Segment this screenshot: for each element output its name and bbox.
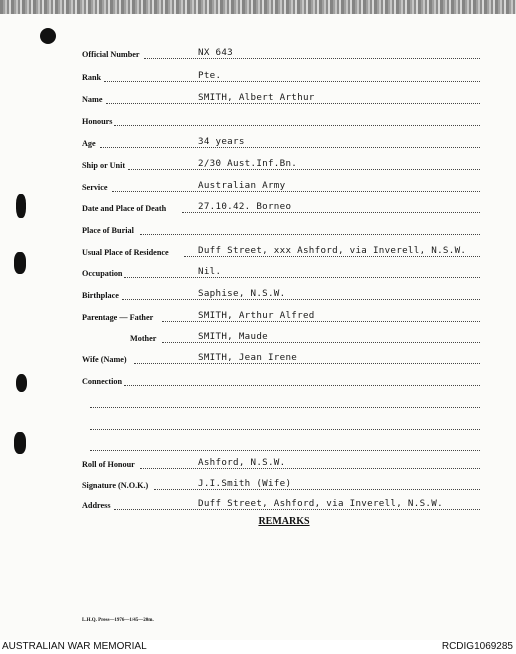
place-of-burial-row <box>82 222 480 236</box>
address-row <box>82 497 480 511</box>
rank-row <box>82 69 480 83</box>
honours-row <box>82 113 480 127</box>
address-value: Duff Street, Ashford, via Inverell, N.S.W. <box>198 498 443 509</box>
roll-of-honour-label: Roll of Honour <box>82 460 135 469</box>
punch-hole <box>14 432 26 454</box>
occupation-value: Nil. <box>198 266 222 277</box>
father-value: SMITH, Arthur Alfred <box>198 310 315 321</box>
wife-row <box>82 351 480 365</box>
remarks-heading: REMARKS <box>258 516 310 527</box>
name-label: Name <box>82 95 103 104</box>
signature-value: J.I.Smith (Wife) <box>198 478 292 489</box>
official-number-label: Official Number <box>82 50 140 59</box>
usual-residence-label: Usual Place of Residence <box>82 248 169 257</box>
date-place-death-row <box>82 200 480 214</box>
connection-line <box>82 417 480 431</box>
address-label: Address <box>82 501 111 510</box>
service-value: Australian Army <box>198 180 286 191</box>
service-label: Service <box>82 183 108 192</box>
usual-residence-value: Duff Street, xxx Ashford, via Inverell, N.S.W. <box>198 245 467 256</box>
date-place-death-value: 27.10.42. Borneo <box>198 201 292 212</box>
occupation-row <box>82 265 480 279</box>
official-number-row <box>82 46 480 60</box>
birthplace-row <box>82 287 480 301</box>
wife-value: SMITH, Jean Irene <box>198 352 298 363</box>
date-place-death-label: Date and Place of Death <box>82 204 167 213</box>
rank-label: Rank <box>82 73 102 82</box>
signature-row <box>82 477 480 491</box>
name-value: SMITH, Albert Arthur <box>198 92 315 103</box>
roll-of-honour-row <box>82 456 480 470</box>
mother-row <box>82 330 480 344</box>
name-row <box>82 91 480 105</box>
official-number-value: NX 643 <box>198 47 233 58</box>
punch-hole <box>40 28 56 44</box>
signature-label: Signature (N.O.K.) <box>82 481 149 490</box>
age-value: 34 years <box>198 136 245 147</box>
age-row <box>82 135 480 149</box>
mother-value: SMITH, Maude <box>198 331 268 342</box>
connection-label: Connection <box>82 377 123 386</box>
ship-or-unit-label: Ship or Unit <box>82 161 126 170</box>
rank-value: Pte. <box>198 70 222 81</box>
ship-or-unit-row <box>82 157 480 171</box>
connection-line <box>82 438 480 452</box>
place-of-burial-label: Place of Burial <box>82 226 134 235</box>
ship-or-unit-value: 2/30 Aust.Inf.Bn. <box>198 158 298 169</box>
punch-hole <box>16 194 26 218</box>
birthplace-value: Saphise, N.S.W. <box>198 288 286 299</box>
footer-institution: AUSTRALIAN WAR MEMORIAL <box>2 641 147 652</box>
roll-of-honour-value: Ashford, N.S.W. <box>198 457 286 468</box>
printer-note: L.H.Q. Press—1976—1/45—20m. <box>82 618 154 623</box>
scan-edge <box>0 0 516 14</box>
father-row <box>82 309 480 323</box>
birthplace-label: Birthplace <box>82 291 119 300</box>
connection-line <box>82 395 480 409</box>
archive-footer <box>0 640 516 654</box>
age-label: Age <box>82 139 96 148</box>
mother-label: Mother <box>130 334 157 343</box>
connection-row <box>82 373 480 387</box>
honours-label: Honours <box>82 117 113 126</box>
father-label: Parentage — Father <box>82 313 154 322</box>
usual-residence-row <box>82 244 480 258</box>
punch-hole <box>14 252 26 274</box>
punch-hole <box>16 374 27 392</box>
service-row <box>82 179 480 193</box>
footer-record-id: RCDIG1069285 <box>441 641 513 652</box>
occupation-label: Occupation <box>82 269 123 278</box>
wife-label: Wife (Name) <box>82 355 127 364</box>
